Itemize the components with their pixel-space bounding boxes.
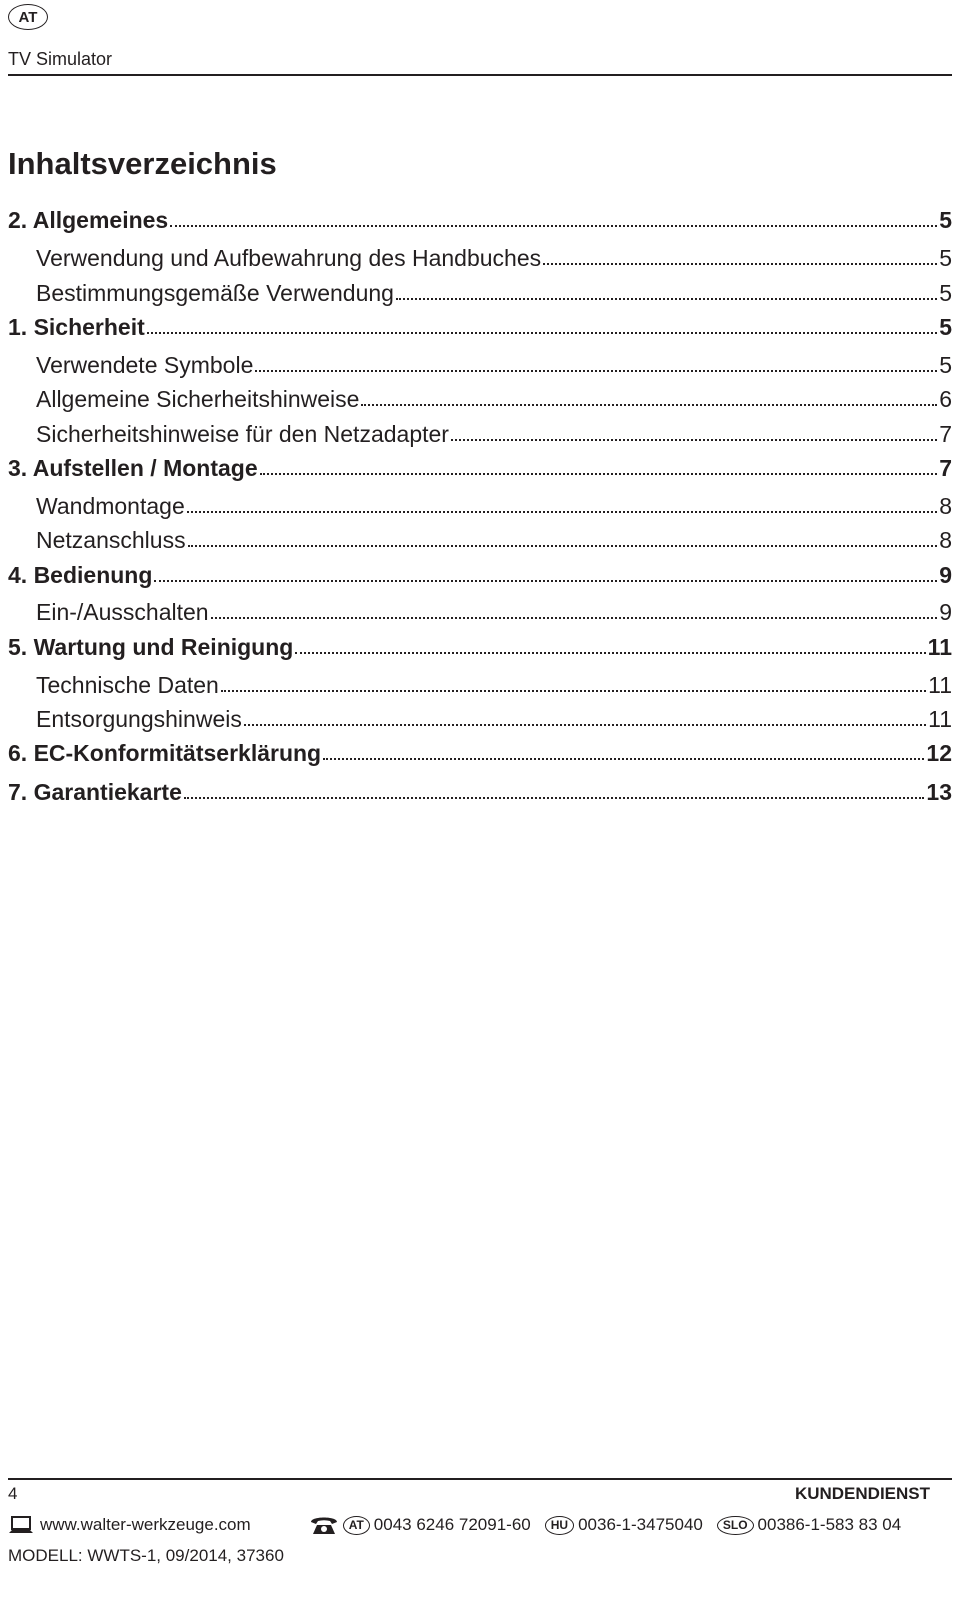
country-badge-label: AT bbox=[18, 8, 38, 26]
page-number: 4 bbox=[8, 1484, 18, 1503]
toc-entry-title: Ein-/Ausschalten bbox=[36, 599, 209, 625]
toc-entry[interactable] bbox=[8, 452, 952, 482]
toc-entry-page: 7 bbox=[939, 455, 952, 481]
toc-leader-dots bbox=[221, 690, 926, 692]
customer-service-label: KUNDENDIENST bbox=[794, 1484, 930, 1503]
toc-entry[interactable] bbox=[8, 383, 952, 413]
country-badge-hu: HU bbox=[545, 1516, 574, 1535]
toc-entry-title: 5. Wartung und Reinigung bbox=[8, 634, 294, 660]
toc-leader-dots bbox=[244, 724, 926, 726]
contact-row bbox=[8, 1512, 952, 1538]
toc-leader-dots bbox=[260, 473, 938, 475]
toc-entry[interactable] bbox=[8, 204, 952, 234]
toc-leader-dots bbox=[211, 617, 938, 619]
toc-leader-dots bbox=[361, 404, 937, 406]
toc-entry[interactable] bbox=[8, 737, 952, 767]
toc-entry-title: 7. Garantiekarte bbox=[8, 779, 182, 805]
toc-entry[interactable] bbox=[8, 703, 952, 733]
country-badge bbox=[8, 4, 48, 30]
toc-entry-title: Bestimmungsgemäße Verwendung bbox=[36, 280, 394, 306]
toc-entry-page: 6 bbox=[939, 386, 952, 412]
toc-entry-title: 2. Allgemeines bbox=[8, 207, 169, 233]
toc-entry-title: Verwendete Symbole bbox=[36, 352, 254, 378]
country-badge-at: AT bbox=[343, 1516, 370, 1535]
toc-entry[interactable] bbox=[8, 669, 952, 699]
toc-heading: Inhaltsverzeichnis bbox=[8, 146, 277, 181]
toc-entry[interactable] bbox=[8, 418, 952, 448]
toc-entry[interactable] bbox=[8, 596, 952, 626]
toc-entry-title: Sicherheitshinweise für den Netzadapter bbox=[36, 421, 449, 447]
toc-entry[interactable] bbox=[8, 277, 952, 307]
laptop-icon bbox=[8, 1515, 34, 1535]
toc-entry[interactable] bbox=[8, 559, 952, 589]
toc-leader-dots bbox=[188, 545, 938, 547]
toc-entry-page: 13 bbox=[926, 779, 952, 805]
phone-number-hu: 0036-1-3475040 bbox=[578, 1515, 703, 1534]
toc-leader-dots bbox=[543, 263, 937, 265]
footer-divider bbox=[8, 1478, 952, 1480]
toc-leader-dots bbox=[255, 370, 937, 372]
toc-entry-page: 12 bbox=[926, 740, 952, 766]
toc-entry[interactable] bbox=[8, 349, 952, 379]
toc-entry[interactable] bbox=[8, 631, 952, 661]
toc-entry-title: 3. Aufstellen / Montage bbox=[8, 455, 258, 481]
toc-entry-title: 1. Sicherheit bbox=[8, 314, 145, 340]
toc-entry[interactable] bbox=[8, 490, 952, 520]
toc-entry-page: 11 bbox=[928, 672, 952, 698]
toc-entry[interactable] bbox=[8, 242, 952, 272]
toc-leader-dots bbox=[451, 439, 937, 441]
telephone-icon bbox=[309, 1514, 339, 1536]
toc-entry-page: 5 bbox=[939, 352, 952, 378]
toc-leader-dots bbox=[187, 511, 937, 513]
toc-leader-dots bbox=[154, 580, 937, 582]
country-badge-slo: SLO bbox=[717, 1516, 754, 1535]
toc-entry-page: 8 bbox=[939, 493, 952, 519]
toc-entry-page: 9 bbox=[939, 599, 952, 625]
phone-number-slo: 00386-1-583 83 04 bbox=[757, 1515, 902, 1534]
toc-entry-title: Technische Daten bbox=[36, 672, 219, 698]
toc-entry[interactable] bbox=[8, 524, 952, 554]
toc-entry-page: 9 bbox=[939, 562, 952, 588]
website-link[interactable]: www.walter-werkzeuge.com bbox=[40, 1515, 251, 1534]
toc-leader-dots bbox=[170, 225, 937, 227]
toc-entry-title: Allgemeine Sicherheitshinweise bbox=[36, 386, 360, 412]
toc-entry-page: 7 bbox=[939, 421, 952, 447]
document-title: TV Simulator bbox=[8, 49, 113, 69]
toc-entry-title: 4. Bedienung bbox=[8, 562, 153, 588]
toc-leader-dots bbox=[147, 332, 937, 334]
toc-entry-page: 5 bbox=[939, 245, 952, 271]
toc-entry-title: Wandmontage bbox=[36, 493, 185, 519]
toc-leader-dots bbox=[323, 758, 924, 760]
toc-entry-page: 5 bbox=[939, 207, 952, 233]
toc-entry-page: 5 bbox=[939, 314, 952, 340]
model-info: MODELL: WWTS-1, 09/2014, 37360 bbox=[8, 1546, 284, 1565]
toc-entry-title: Verwendung und Aufbewahrung des Handbuches bbox=[36, 245, 542, 271]
toc-entry-title: 6. EC-Konformitätserklärung bbox=[8, 740, 322, 766]
phone-number-at: 0043 6246 72091-60 bbox=[373, 1515, 531, 1534]
toc-entry-page: 11 bbox=[927, 634, 952, 660]
toc-leader-dots bbox=[396, 298, 937, 300]
toc-entry[interactable] bbox=[8, 776, 952, 806]
toc-entry-title: Netzanschluss bbox=[36, 527, 186, 553]
toc-leader-dots bbox=[184, 797, 925, 799]
toc-entry-title: Entsorgungshinweis bbox=[36, 706, 242, 732]
header-divider bbox=[8, 74, 952, 76]
toc-entry-page: 8 bbox=[939, 527, 952, 553]
toc-entry-page: 5 bbox=[939, 280, 952, 306]
toc-entry-page: 11 bbox=[928, 706, 952, 732]
toc-entry[interactable] bbox=[8, 311, 952, 341]
toc-leader-dots bbox=[295, 652, 925, 654]
